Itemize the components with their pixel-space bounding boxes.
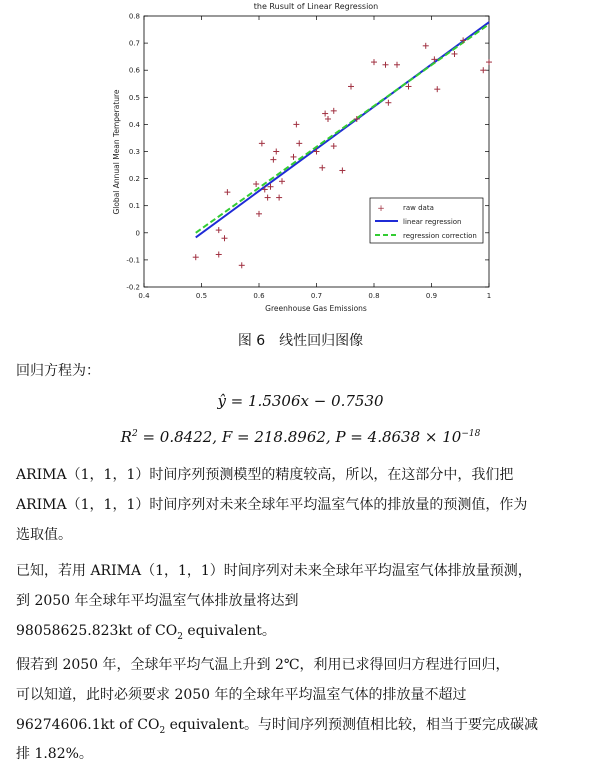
figure-caption: 图 6 线性回归图像 bbox=[237, 333, 364, 349]
data-point bbox=[322, 111, 328, 117]
regression-equation: ŷ = 1.5306x − 0.7530 bbox=[217, 392, 384, 410]
data-point bbox=[224, 189, 230, 195]
data-point bbox=[259, 140, 265, 146]
para3-value: 96274606.1kt of CO bbox=[16, 717, 160, 733]
data-point bbox=[256, 211, 262, 217]
para2-line2: 到 2050 年全球年平均温室气体排放量将达到 bbox=[16, 593, 299, 609]
stat-rest: = 0.8422, F = 218.8962, P = 4.8638 × 10 bbox=[137, 428, 462, 446]
data-point bbox=[265, 195, 271, 201]
y-tick-label: 0.3 bbox=[128, 148, 140, 156]
data-point bbox=[325, 116, 331, 122]
data-point bbox=[339, 167, 345, 173]
stat-r-sup: 2 bbox=[131, 429, 138, 439]
data-point bbox=[216, 227, 222, 233]
legend-label-linear-regression: linear regression bbox=[403, 218, 462, 226]
chart-title: the Rusult of Linear Regression bbox=[253, 2, 379, 11]
y-tick-label: 0.7 bbox=[128, 39, 140, 48]
data-point bbox=[279, 178, 285, 184]
equation-intro: 回归方程为： bbox=[16, 363, 100, 379]
x-tick-label: 0.8 bbox=[368, 292, 380, 300]
data-point bbox=[253, 181, 259, 187]
x-tick-label: 0.4 bbox=[138, 292, 150, 300]
data-point bbox=[331, 108, 337, 114]
data-point bbox=[385, 100, 391, 106]
data-point bbox=[480, 67, 486, 73]
x-tick-label: 0.7 bbox=[310, 292, 323, 300]
x-tick-label: 1 bbox=[486, 292, 492, 300]
para3-line3 bbox=[16, 714, 538, 736]
y-tick-label: 0.5 bbox=[128, 93, 140, 102]
para2-value: 98058625.823kt of CO bbox=[16, 623, 178, 639]
para3-sub: 2 bbox=[159, 725, 166, 736]
stat-r: R bbox=[120, 428, 132, 446]
data-point bbox=[434, 86, 440, 92]
y-tick-label: -0.2 bbox=[126, 283, 140, 292]
y-tick-label: 0.2 bbox=[128, 175, 140, 184]
y-tick-label: 0.4 bbox=[128, 120, 140, 129]
para2-line1: 已知，若用 ARIMA（1，1，1）时间序列对未来全球年平均温室气体排放量预测， bbox=[16, 563, 532, 579]
y-tick-label: 0.6 bbox=[128, 66, 140, 75]
data-point bbox=[383, 62, 389, 68]
data-point bbox=[331, 143, 337, 149]
data-point bbox=[406, 83, 412, 89]
legend-label-raw-data: raw data bbox=[403, 204, 434, 212]
data-point bbox=[423, 43, 429, 49]
x-tick-label: 0.9 bbox=[425, 292, 438, 300]
data-point bbox=[193, 254, 199, 260]
regression-statistics bbox=[0, 428, 601, 446]
legend-marker-plus: + bbox=[377, 204, 385, 214]
x-axis-label: Greenhouse Gas Emissions bbox=[265, 304, 367, 313]
data-point bbox=[239, 262, 245, 268]
para3-line1: 假若到 2050 年，全球年平均气温上升到 2℃，利用已求得回归方程进行回归， bbox=[16, 657, 510, 673]
para2-sub: 2 bbox=[177, 631, 183, 642]
para1-line3: 选取值。 bbox=[16, 527, 72, 543]
y-tick-label: 0.1 bbox=[128, 202, 140, 211]
stat-exp: −18 bbox=[461, 429, 481, 439]
data-point bbox=[273, 149, 279, 155]
y-tick-label: -0.1 bbox=[126, 256, 140, 265]
para3-end: equivalent。与时间序列预测值相比较，相当于要完成碳减 bbox=[165, 717, 539, 733]
data-point bbox=[452, 51, 458, 57]
legend-label-regression-correction: regression correction bbox=[403, 232, 477, 240]
y-tick-label: 0.8 bbox=[128, 12, 140, 21]
data-point bbox=[216, 251, 222, 257]
para1-line2: ARIMA（1，1，1）时间序列对未来全球年平均温室气体的排放量的预测值，作为 bbox=[16, 497, 528, 513]
data-point bbox=[486, 59, 492, 65]
legend bbox=[370, 198, 483, 243]
data-point bbox=[319, 165, 325, 171]
data-point bbox=[270, 157, 276, 163]
y-tick-label: 0 bbox=[135, 229, 140, 238]
x-tick-label: 0.5 bbox=[195, 292, 208, 300]
data-point bbox=[293, 121, 299, 127]
data-point bbox=[222, 235, 228, 241]
para2-line3 bbox=[16, 620, 276, 642]
y-axis-label: Global Annual Mean Temperature bbox=[112, 89, 121, 215]
para3-line2: 可以知道，此时必须要求 2050 年的全球年平均温室气体的排放量不超过 bbox=[16, 687, 467, 703]
para2-end: equivalent。 bbox=[182, 623, 276, 639]
data-point bbox=[276, 195, 282, 201]
data-point bbox=[296, 140, 302, 146]
data-point bbox=[348, 83, 354, 89]
data-point bbox=[394, 62, 400, 68]
data-point bbox=[371, 59, 377, 65]
para3-line4: 排 1.82%。 bbox=[16, 746, 93, 762]
x-tick-label: 0.6 bbox=[253, 292, 265, 300]
regression-chart bbox=[0, 0, 601, 325]
para1-line1: ARIMA（1，1，1）时间序列预测模型的精度较高，所以，在这部分中，我们把 bbox=[16, 467, 514, 483]
data-point bbox=[291, 154, 297, 160]
